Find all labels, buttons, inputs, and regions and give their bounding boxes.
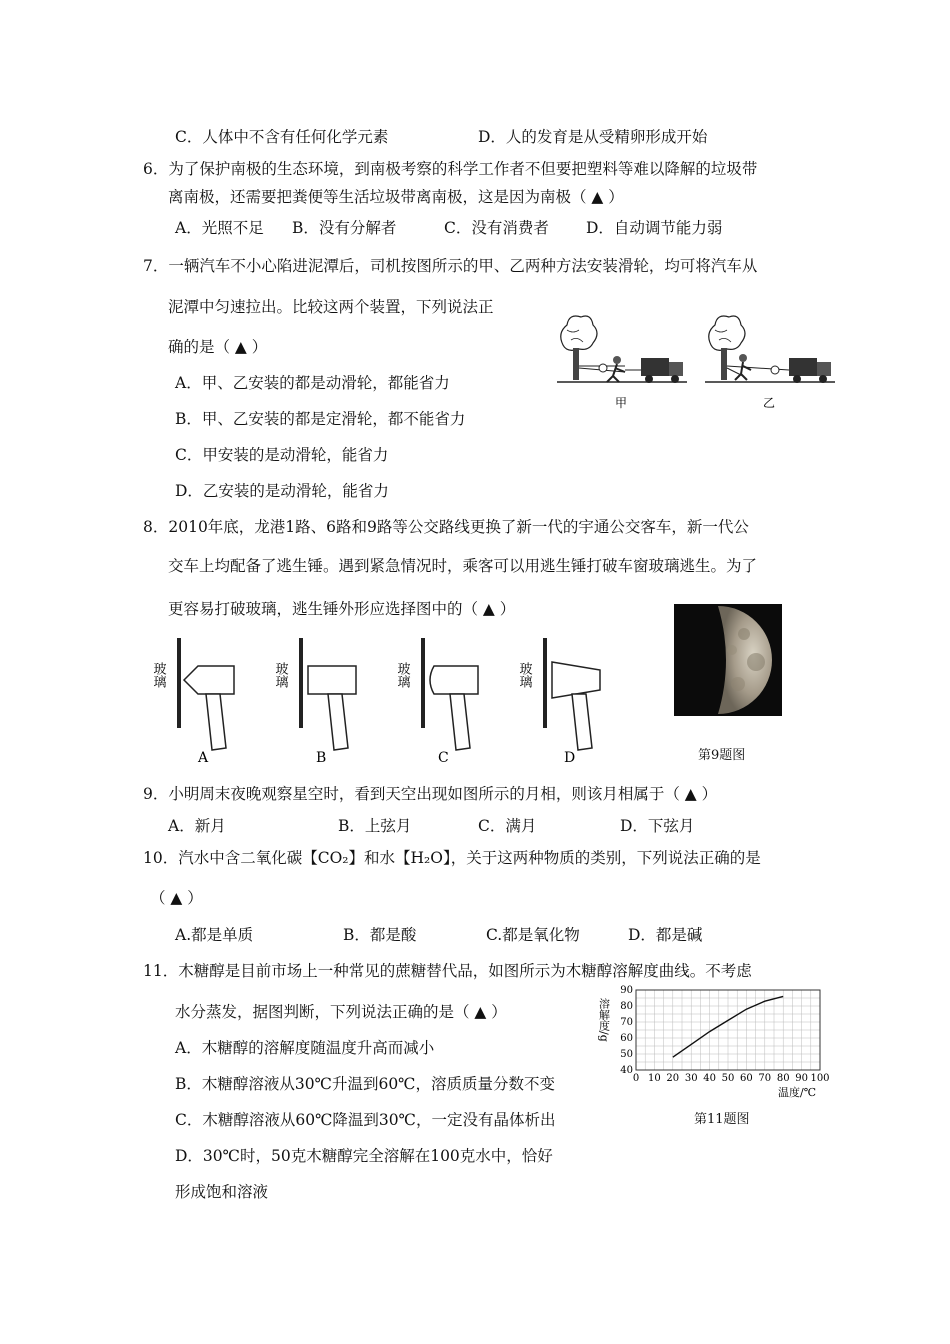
x-tick-label: 30 [684,1073,698,1084]
q6-option-b: B．没有分解者 [292,219,397,237]
q6-stem-line1: 6．为了保护南极的生态环境，到南极考察的科学工作者不但要把塑料等难以降解的垃圾带 [143,160,758,178]
x-tick-label: 20 [666,1073,680,1084]
q7-stem-line2: 泥潭中匀速拉出。比较这两个装置，下列说法正 [168,298,494,316]
q7-stem-line3: 确的是（ ▲ ） [168,338,268,356]
x-tick-label: 40 [703,1073,716,1084]
pulley-setup-jia [557,316,687,383]
q11-option-c: C．木糖醇溶液从60℃降温到30℃，一定没有晶体析出 [175,1111,556,1129]
pulley-label-jia: 甲 [614,396,628,410]
hammer-figure [150,630,620,770]
glass-label-c: 玻璃 [394,662,410,688]
x-tick-label: 60 [740,1073,753,1084]
x-tick-label: 10 [648,1073,661,1084]
q11-option-a: A．木糖醇的溶解度随温度升高而减小 [175,1039,435,1057]
q7-option-d: D．乙安装的是动滑轮，能省力 [175,482,389,500]
y-tick-label: 70 [620,1017,633,1028]
pulley-setup-yi [705,316,835,383]
q8-stem-line3: 更容易打破玻璃，逃生锤外形应选择图中的（ ▲ ） [168,600,516,618]
q10-stem-line2: （ ▲ ） [150,889,203,907]
q11-stem-line1: 11．木糖醇是目前市场上一种常见的蔗糖替代品，如图所示为木糖醇溶解度曲线。不考虑 [143,962,752,980]
q11-stem-line2: 水分蒸发，据图判断，下列说法正确的是（ ▲ ） [175,1003,507,1021]
q10-option-b: B．都是酸 [343,926,417,944]
q5-option-d: D．人的发育是从受精卵形成开始 [478,128,708,146]
q8-stem-line2: 交车上均配备了逃生锤。遇到紧急情况时，乘客可以用逃生锤打破车窗玻璃逃生。为了 [168,557,758,575]
hammer-c [395,638,479,766]
glass-label-b: 玻璃 [272,662,288,688]
q7-stem-line1: 7．一辆汽车不小心陷进泥潭后，司机按图所示的甲、乙两种方法安装滑轮，均可将汽车从 [143,257,758,275]
q9-stem: 9．小明周末夜晚观察星空时，看到天空出现如图所示的月相，则该月相属于（ ▲ ） [143,785,718,803]
hammer-label-d: D [564,750,576,766]
pulley-label-yi: 乙 [762,396,776,410]
q10-option-c: C.都是氧化物 [486,926,580,944]
q9-option-b: B．上弦月 [338,817,412,835]
fig9-caption: 第9题图 [698,748,746,763]
solubility-chart [598,984,838,1100]
hammer-label-b: B [316,750,327,766]
hammer-d [517,638,601,766]
pulley-figure [555,300,840,415]
q7-option-c: C．甲安装的是动滑轮，能省力 [175,446,389,464]
x-tick-label: 0 [632,1073,640,1084]
q11-option-b: B．木糖醇溶液从30℃升温到60℃，溶质质量分数不变 [175,1075,556,1093]
q10-option-d: D．都是碱 [628,926,703,944]
x-tick-label: 80 [776,1073,790,1084]
hammer-label-a: A [198,750,209,766]
q6-stem-line2: 离南极，还需要把粪便等生活垃圾带离南极，这是因为南极（ ▲ ） [168,188,624,206]
hammer-b [273,638,357,766]
moon-phase-photo [674,604,782,716]
q6-option-d: D．自动调节能力弱 [586,219,723,237]
y-tick-label: 40 [620,1065,633,1076]
x-tick-label: 50 [721,1073,735,1084]
y-tick-label: 50 [620,1049,633,1060]
q10-stem-line1: 10．汽水中含二氧化碳【CO₂】和水【H₂O】，关于这两种物质的类别，下列说法正确的是 [143,849,761,867]
chart-grid [636,990,820,1070]
hammer-a [151,638,235,766]
q11-option-d-line1: D．30℃时，50克木糖醇完全溶解在100克水中，恰好 [175,1147,553,1165]
q10-option-a: A.都是单质 [175,926,254,944]
q9-option-a: A．新月 [168,817,226,835]
chart-ticks [620,985,829,1084]
chart-xlabel: 温度/℃ [778,1086,817,1099]
x-tick-label: 100 [810,1073,830,1084]
q6-option-c: C．没有消费者 [444,219,549,237]
y-tick-label: 80 [620,1001,633,1012]
y-tick-label: 60 [620,1033,633,1044]
fig11-caption: 第11题图 [694,1112,750,1127]
x-tick-label: 70 [758,1073,772,1084]
glass-label-d: 玻璃 [516,662,532,688]
hammer-label-c: C [438,750,449,766]
q11-option-d-line2: 形成饱和溶液 [175,1183,269,1201]
q7-option-a: A．甲、乙安装的都是动滑轮，都能省力 [175,374,450,392]
chart-ylabel: 溶解度/g [598,998,611,1042]
q8-stem-line1: 8．2010年底，龙港1路、6路和9路等公交路线更换了新一代的宇通公交客车，新一代公 [143,518,749,536]
q6-option-a: A．光照不足 [175,219,264,237]
q9-option-c: C．满月 [478,817,537,835]
q5-option-c: C．人体中不含有任何化学元素 [175,128,389,146]
glass-label-a: 玻璃 [150,662,166,688]
q7-option-b: B．甲、乙安装的都是定滑轮，都不能省力 [175,410,466,428]
x-tick-label: 90 [795,1073,808,1084]
y-tick-label: 90 [620,985,633,996]
q9-option-d: D．下弦月 [620,817,695,835]
